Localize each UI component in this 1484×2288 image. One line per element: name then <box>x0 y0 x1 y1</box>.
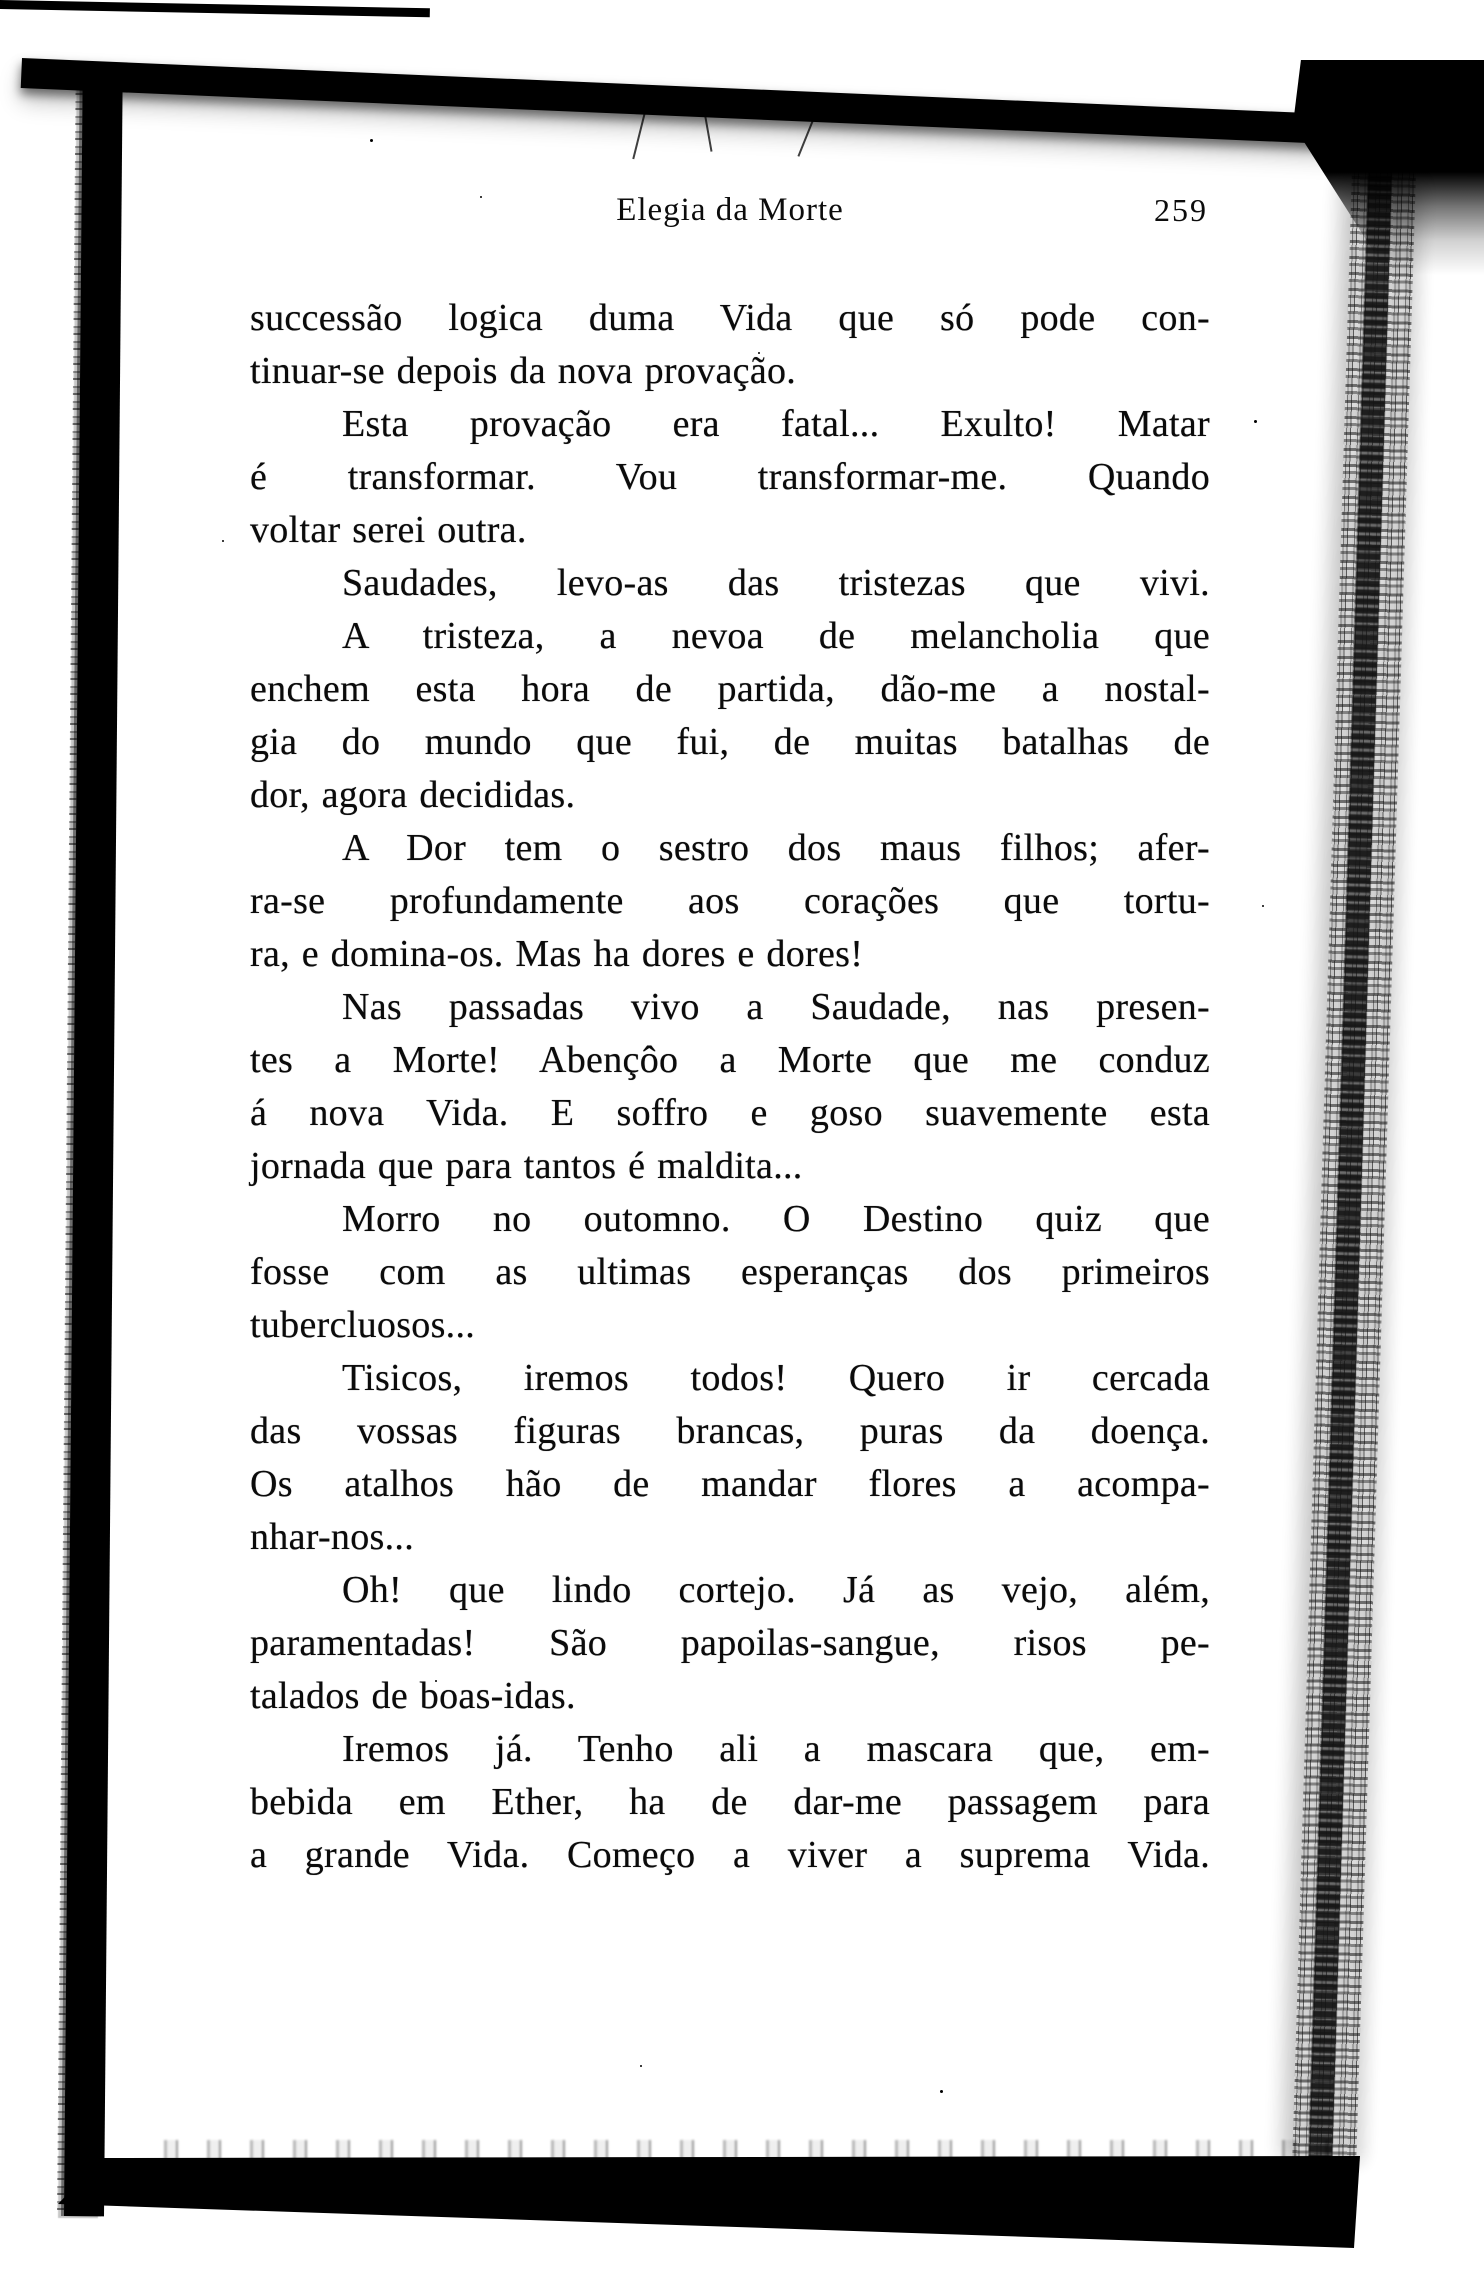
text-line: Esta provação era fatal... Exulto! Matar <box>342 403 1210 445</box>
text-line: nhar-nos... <box>250 1516 415 1558</box>
text-line: é transformar. Vou transformar-me. Quando <box>250 456 1210 498</box>
noise-dot <box>940 2090 943 2093</box>
text-line: ra-se profundamente aos corações que tortu- <box>250 880 1210 922</box>
text-line: talados de boas-idas. <box>250 1675 576 1717</box>
text-line: A Dor tem o sestro dos maus filhos; afer- <box>342 827 1210 869</box>
page-number: 259 <box>1154 192 1208 228</box>
noise-dot <box>480 196 482 198</box>
text-line: tes a Morte! Abençôo a Morte que me conduz <box>250 1039 1210 1081</box>
text-line: á nova Vida. E soffro e goso suavemente esta <box>250 1092 1210 1134</box>
text-line: das vossas figuras brancas, puras da doença. <box>250 1410 1210 1452</box>
scan-top-strip <box>0 0 430 17</box>
chapter-title: Elegia da Morte <box>616 192 844 228</box>
text-line: enchem esta hora de partida, dão-me a nostal- <box>250 668 1210 710</box>
text-line: Saudades, levo-as das tristezas que vivi. <box>342 562 1210 604</box>
noise-dot <box>222 540 224 542</box>
text-line: ra, e domina-os. Mas ha dores e dores! <box>250 933 864 975</box>
text-line: Nas passadas vivo a Saudade, nas presen- <box>342 986 1210 1028</box>
text-line: voltar serei outra. <box>250 509 527 551</box>
text-line: bebida em Ether, ha de dar-me passagem para <box>250 1781 1210 1823</box>
noise-dot <box>1254 420 1257 423</box>
noise-dot <box>640 2065 642 2067</box>
scan-left-edge-strip <box>64 66 123 2216</box>
text-line: tinuar-se depois da nova provação. <box>250 350 797 392</box>
text-line: gia do mundo que fui, de muitas batalhas de <box>250 721 1210 763</box>
text-line: fosse com as ultimas esperanças dos primeiros <box>250 1251 1210 1293</box>
text-line: tubercluosos... <box>250 1304 476 1346</box>
text-line: successão logica duma Vida que só pode con- <box>250 297 1210 339</box>
text-line: dor, agora decididas. <box>250 774 576 816</box>
noise-dot <box>1262 905 1264 907</box>
text-line: a grande Vida. Começo a viver a suprema Vida. <box>250 1834 1210 1876</box>
text-line: Iremos já. Tenho ali a mascara que, em- <box>342 1728 1210 1770</box>
text-line: Os atalhos hão de mandar flores a acompa- <box>250 1463 1210 1505</box>
text-line: A tristeza, a nevoa de melancholia que <box>342 615 1210 657</box>
body-text <box>250 292 1210 1882</box>
scan-top-band <box>21 58 1484 153</box>
text-line: Oh! que lindo cortejo. Já as vejo, além, <box>342 1569 1210 1611</box>
text-line: jornada que para tantos é maldita... <box>250 1145 803 1187</box>
noise-dot <box>370 139 373 142</box>
text-line: Tisicos, iremos todos! Quero ir cercada <box>342 1357 1210 1399</box>
text-line: Morro no outomno. O Destino quiz que <box>342 1198 1210 1240</box>
running-head <box>250 192 1210 236</box>
text-line: paramentadas! São papoilas-sangue, risos pe- <box>250 1622 1210 1664</box>
scan-right-noise-band <box>1292 170 1416 2171</box>
